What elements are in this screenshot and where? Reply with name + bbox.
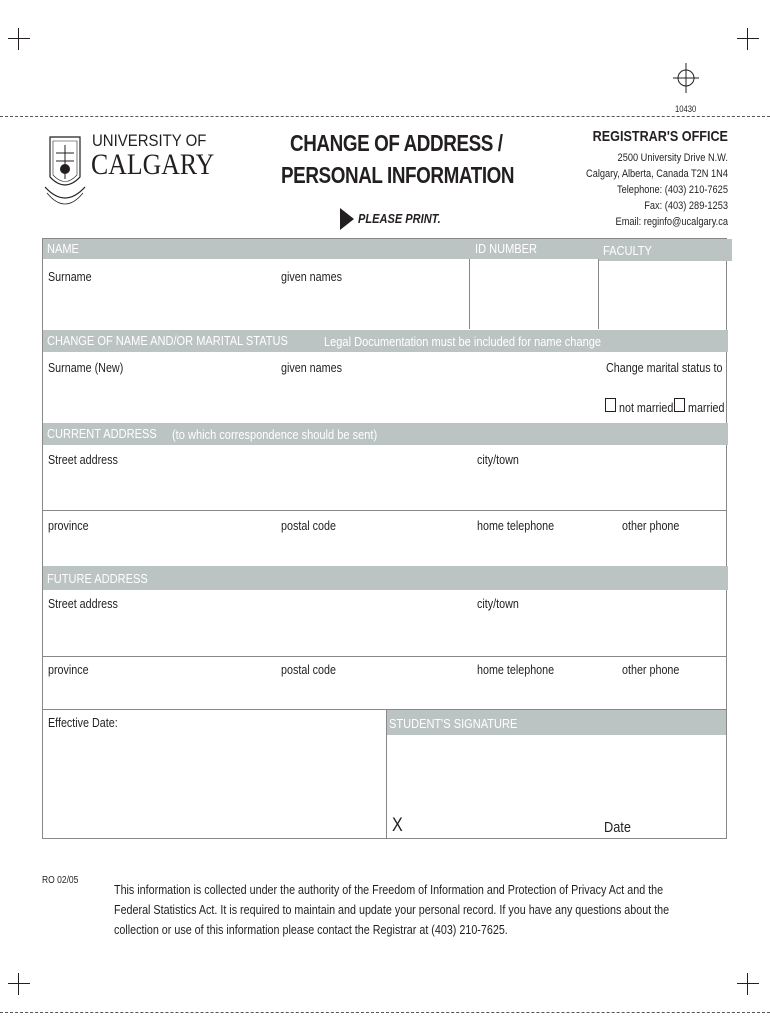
given-names-new-label[interactable]: given names xyxy=(281,361,342,375)
future-address-header: FUTURE ADDRESS xyxy=(43,566,728,590)
university-crest-icon xyxy=(40,131,90,221)
privacy-notice: This information is collected under the authority of the Freedom of Information and Protection of Privacy Act and the Federal Statistics Act. It is required to maintain and update your personal record. If you have any questions about the collection or use of this information please contact the Registrar at (403) 210-7625. xyxy=(114,883,670,937)
future-postal-label[interactable]: postal code xyxy=(281,663,336,677)
not-married-label: not married xyxy=(619,401,674,415)
married-label: married xyxy=(688,401,725,415)
effective-date-label[interactable]: Effective Date: xyxy=(48,716,118,730)
office-fax: Fax: (403) 289-1253 xyxy=(644,200,728,212)
cut-line-top xyxy=(0,116,770,117)
page-title-line1: CHANGE OF ADDRESS / xyxy=(290,130,503,156)
registration-target-icon xyxy=(673,63,699,93)
form-code: 10430 xyxy=(675,104,697,114)
current-province-label[interactable]: province xyxy=(48,519,89,533)
change-name-note: Legal Documentation must be included for name change xyxy=(324,334,602,349)
current-other-phone-label[interactable]: other phone xyxy=(622,519,680,533)
current-city-label[interactable]: city/town xyxy=(477,453,519,467)
future-province-label[interactable]: province xyxy=(48,663,89,677)
current-postal-label[interactable]: postal code xyxy=(281,519,336,533)
logo-line-university: UNIVERSITY OF xyxy=(92,131,207,150)
office-name: REGISTRAR'S OFFICE xyxy=(592,128,728,145)
cut-line-bottom xyxy=(0,1012,770,1013)
form-body xyxy=(42,238,727,839)
id-number-field[interactable] xyxy=(469,259,470,329)
future-city-label[interactable]: city/town xyxy=(477,597,519,611)
office-telephone: Telephone: (403) 210-7625 xyxy=(617,184,728,196)
given-names-label[interactable]: given names xyxy=(281,270,342,284)
arrow-right-icon xyxy=(340,208,354,230)
not-married-checkbox[interactable] xyxy=(605,398,616,412)
registrar-office-block xyxy=(586,128,728,230)
form-revision-code: RO 02/05 xyxy=(42,875,79,886)
office-street: 2500 University Drive N.W. xyxy=(617,152,728,164)
future-home-phone-label[interactable]: home telephone xyxy=(477,663,555,677)
surname-label[interactable]: Surname xyxy=(48,270,92,284)
current-street-label[interactable]: Street address xyxy=(48,453,118,467)
current-address-divider xyxy=(43,510,726,511)
future-other-phone-label[interactable]: other phone xyxy=(622,663,680,677)
current-home-phone-label[interactable]: home telephone xyxy=(477,519,555,533)
please-print: PLEASE PRINT. xyxy=(358,211,441,226)
name-section-header: NAME xyxy=(43,239,473,259)
office-email: Email: reginfo@ucalgary.ca xyxy=(615,216,728,228)
office-city: Calgary, Alberta, Canada T2N 1N4 xyxy=(586,168,728,180)
logo-line-calgary: CALGARY xyxy=(91,148,215,181)
future-address-divider xyxy=(43,656,726,657)
current-address-header: CURRENT ADDRESS xyxy=(43,423,728,445)
current-address-note: (to which correspondence should be sent) xyxy=(172,427,378,442)
future-street-label[interactable]: Street address xyxy=(48,597,118,611)
faculty-field[interactable] xyxy=(598,259,599,329)
married-checkbox[interactable] xyxy=(674,398,685,412)
marital-status-label: Change marital status to xyxy=(606,361,723,375)
signature-header: STUDENT'S SIGNATURE xyxy=(387,710,726,735)
surname-new-label[interactable]: Surname (New) xyxy=(48,361,124,375)
page-title-line2: PERSONAL INFORMATION xyxy=(281,162,515,188)
change-name-header: CHANGE OF NAME AND/OR MARITAL STATUS xyxy=(43,330,728,352)
signature-x-mark[interactable]: X xyxy=(392,815,403,836)
faculty-header: FACULTY xyxy=(599,239,732,261)
signature-date-label[interactable]: Date xyxy=(604,819,631,836)
id-number-header: ID NUMBER xyxy=(471,239,600,259)
